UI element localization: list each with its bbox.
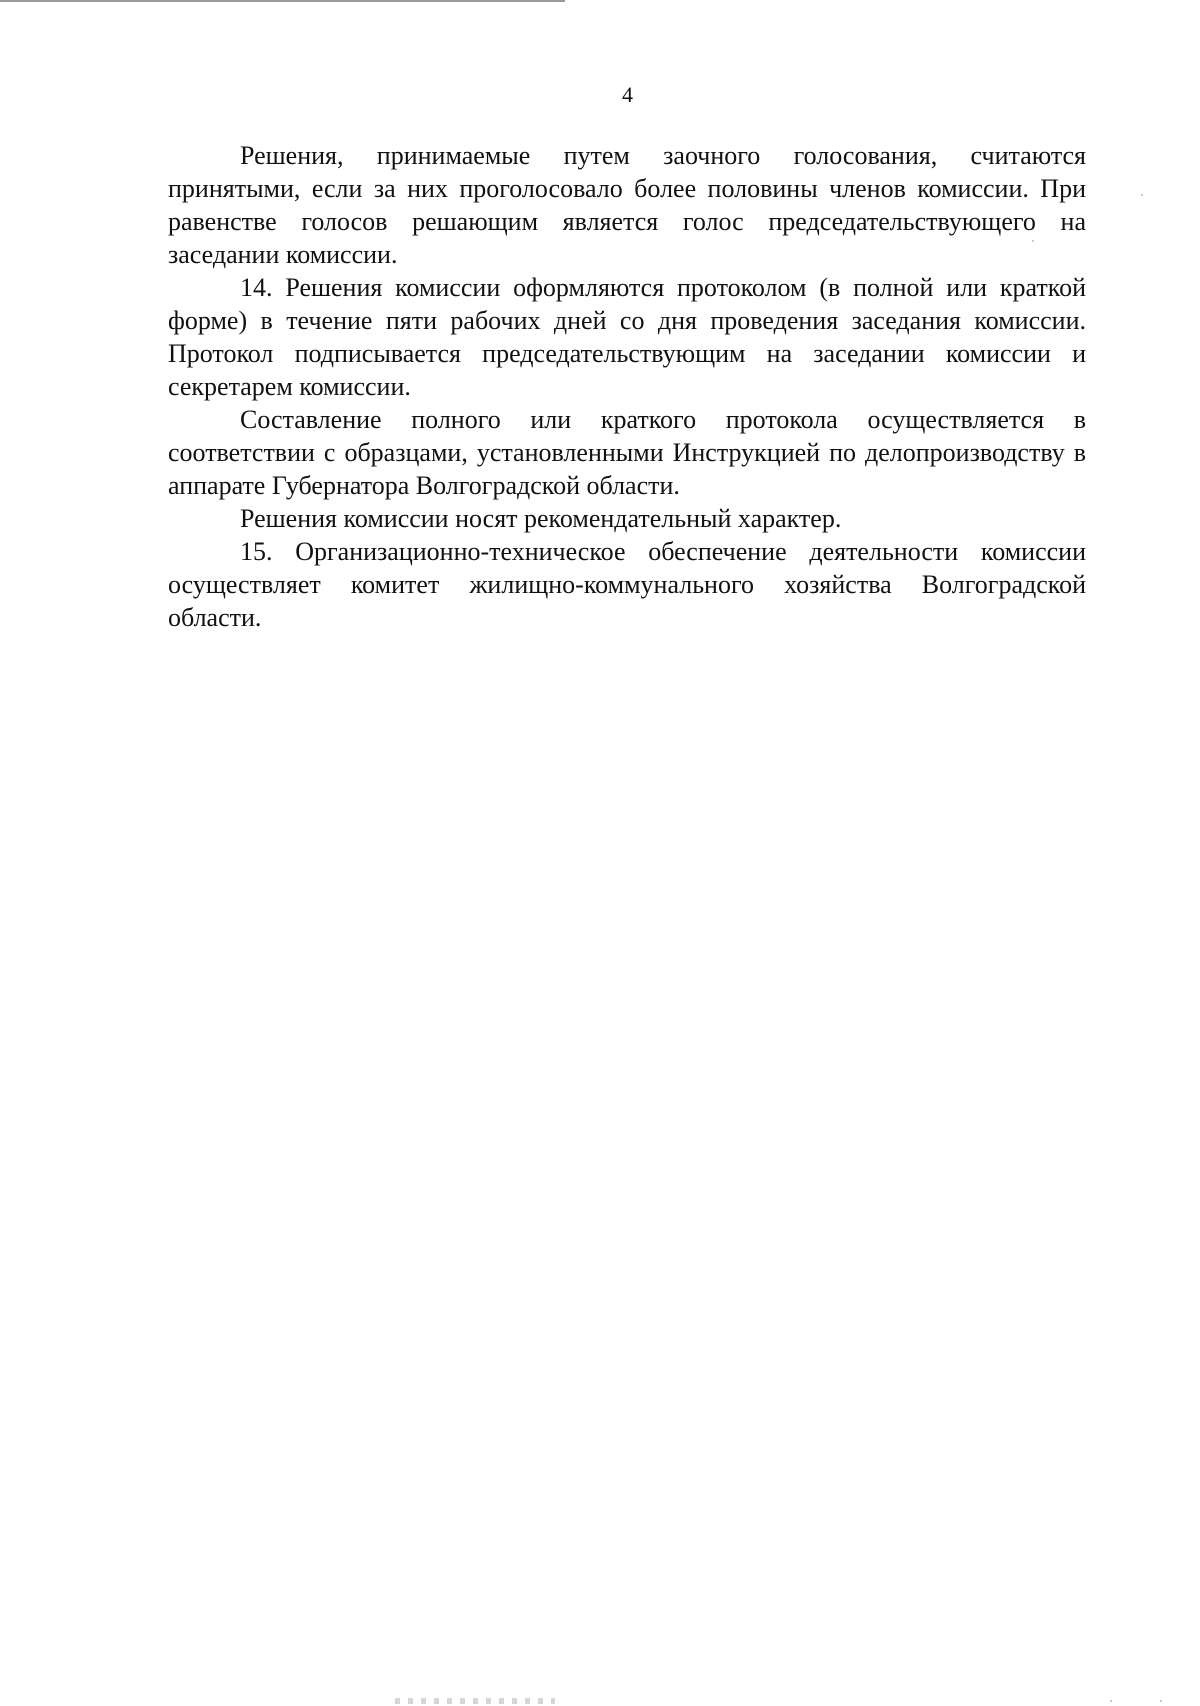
scan-speck [1141,194,1143,196]
scan-speck [1160,1700,1162,1702]
scan-edge-line [0,0,565,2]
scan-bottom-smudge [395,1698,555,1704]
paragraph-recommendations: Решения комиссии носят рекомендательный характер. [240,504,842,533]
paragraph-15-support: 15. Организационно-техническое обеспечение деятельности комиссии осуществляет комитет жилищно-коммунального хозяйства Волгоградской области. [168,537,1086,632]
document-body [168,139,1086,634]
scan-speck [1110,1700,1112,1702]
page-number: 4 [622,82,633,107]
scan-speck [1032,240,1034,242]
paragraph-14-protocol: 14. Решения комиссии оформляются протоколом (в полной или краткой форме) в течение пяти рабочих дней со дня проведения заседания комиссии. Протокол подписывается председательствующим на заседании комиссии и секретарем комиссии. [168,273,1086,401]
paragraph-protocol-drafting: Составление полного или краткого протокола осуществляется в соответствии с образцами, установленными Инструкцией по делопроизводству в аппарате Губернатора Волгоградской области. [168,405,1086,500]
paragraph-absentee-voting: Решения, принимаемые путем заочного голосования, считаются принятыми, если за них проголосовало более половины членов комиссии. При равенстве голосов решающим является голос председательствующего на заседании комиссии. [168,141,1086,269]
